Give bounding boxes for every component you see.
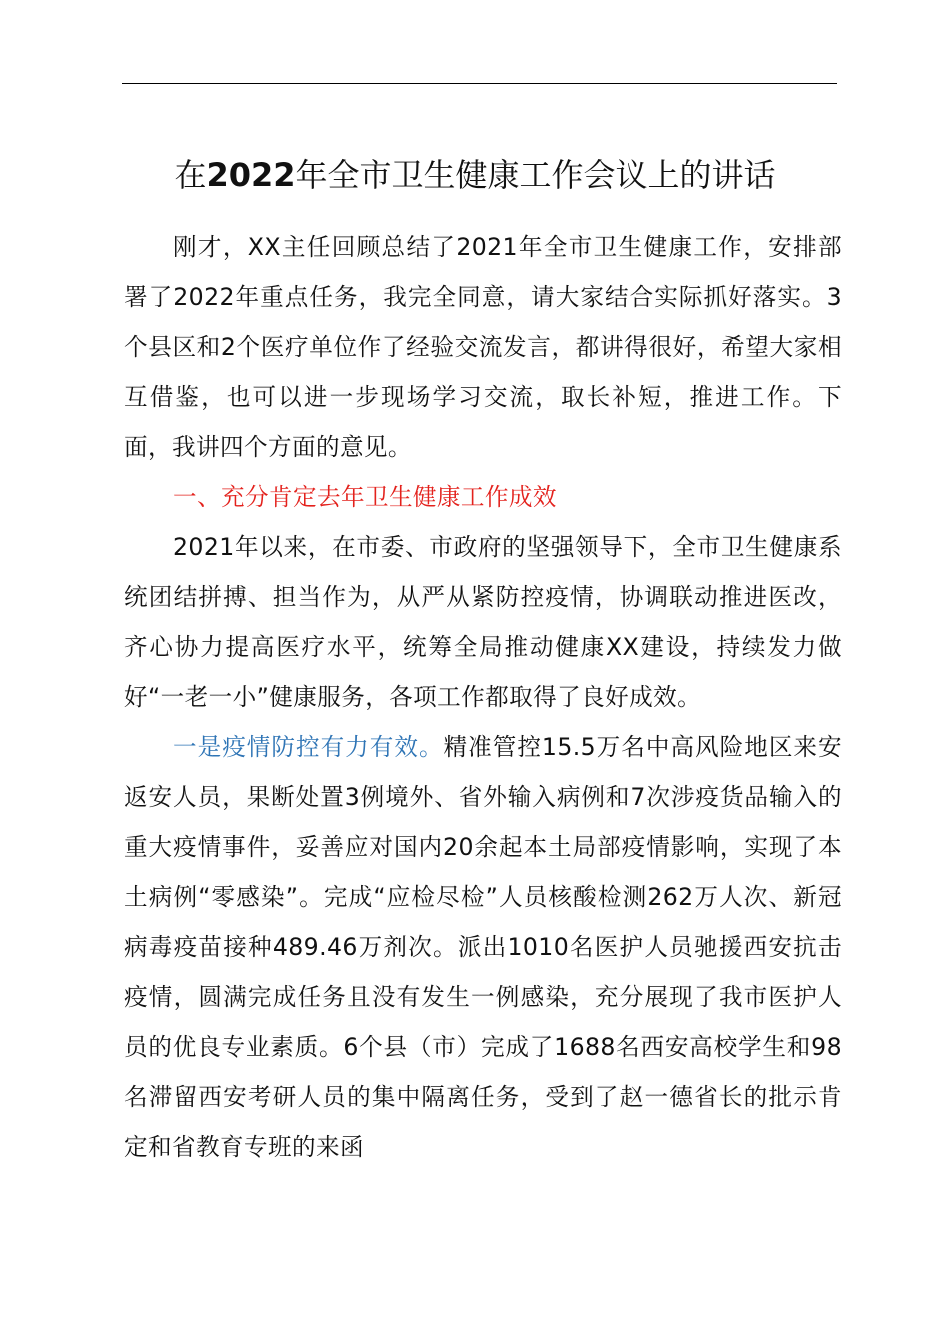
point1-lead: 一是疫情防控有力有效。 — [173, 733, 444, 761]
point1-body: 精准管控15.5万名中高风险地区来安返安人员，果断处置3例境外、省外输入病例和7次涉疫货品输入的重大疫情事件，妥善应对国内20余起本土局部疫情影响，实现了本土病例“零感染”。完成“应检尽检”人员核酸检测262万人次、新冠病毒疫苗接种489.46万剂次。派出1010名医护人员驰援西安抗击疫情，圆满完成任务且没有发生一例感染，充分展现了我市医护人员的优良专业素质。6个县（市）完成了1688名西安高校学生和98名滞留西安考研人员的集中隔离任务，受到了赵一德省长的批示肯定和省教育专班的来函 — [124, 733, 842, 1161]
document-body — [124, 222, 842, 1172]
title-year: 2022 — [206, 156, 296, 194]
section-heading-1: 一、充分肯定去年卫生健康工作成效 — [173, 483, 557, 511]
section1-overview-paragraph: 2021年以来，在市委、市政府的坚强领导下，全市卫生健康系统团结拼搏、担当作为，从严从紧防控疫情，协调联动推进医改，齐心协力提高医疗水平，统筹全局推动健康XX建设，持续发力做好“一老一小”健康服务，各项工作都取得了良好成效。 — [124, 533, 842, 711]
point1-paragraph — [124, 722, 842, 1172]
header-rule — [122, 83, 837, 84]
intro-paragraph: 刚才，XX主任回顾总结了2021年全市卫生健康工作，安排部署了2022年重点任务，我完全同意，请大家结合实际抓好落实。3个县区和2个医疗单位作了经验交流发言，都讲得很好，希望大家相互借鉴，也可以进一步现场学习交流，取长补短，推进工作。下面，我讲四个方面的意见。 — [124, 233, 842, 461]
page-title — [100, 148, 850, 202]
title-suffix: 年全市卫生健康工作会议上的讲话 — [295, 156, 776, 194]
title-prefix: 在 — [174, 156, 207, 194]
